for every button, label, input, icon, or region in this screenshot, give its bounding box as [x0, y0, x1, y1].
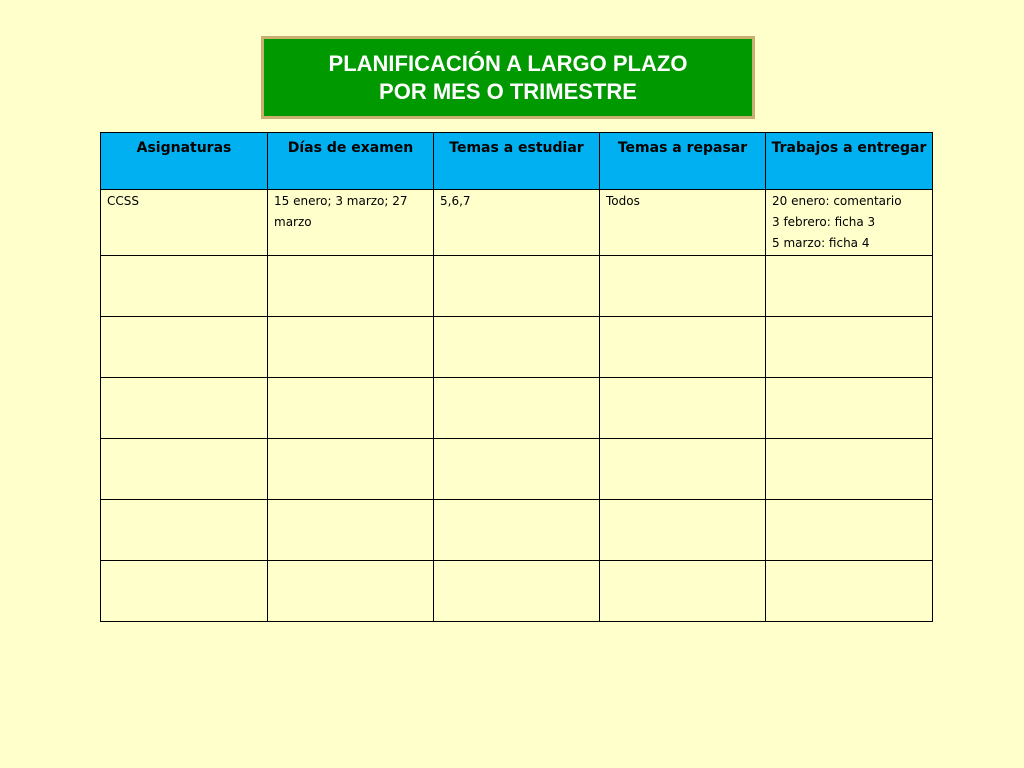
- empty-cell[interactable]: [434, 439, 600, 500]
- title-line-2: POR MES O TRIMESTRE: [379, 78, 637, 104]
- empty-cell[interactable]: [434, 317, 600, 378]
- empty-cell[interactable]: [268, 256, 434, 317]
- header-asignaturas: Asignaturas: [101, 133, 268, 190]
- empty-cell[interactable]: [766, 439, 933, 500]
- empty-cell[interactable]: [600, 378, 766, 439]
- table-row-empty: [101, 500, 933, 561]
- header-dias-examen: Días de examen: [268, 133, 434, 190]
- header-temas-estudiar: Temas a estudiar: [434, 133, 600, 190]
- empty-cell[interactable]: [600, 317, 766, 378]
- empty-cell[interactable]: [101, 378, 268, 439]
- cell-temas-estudiar[interactable]: 5,6,7: [434, 190, 600, 256]
- empty-cell[interactable]: [434, 256, 600, 317]
- empty-cell[interactable]: [101, 500, 268, 561]
- empty-cell[interactable]: [101, 256, 268, 317]
- table-row-empty: [101, 256, 933, 317]
- trabajo-item: 20 enero: comentario: [772, 194, 902, 208]
- empty-cell[interactable]: [600, 439, 766, 500]
- table-row-empty: [101, 378, 933, 439]
- table-row-empty: [101, 317, 933, 378]
- empty-cell[interactable]: [766, 317, 933, 378]
- empty-cell[interactable]: [600, 500, 766, 561]
- empty-cell[interactable]: [434, 500, 600, 561]
- table-row-empty: [101, 439, 933, 500]
- header-temas-repasar: Temas a repasar: [600, 133, 766, 190]
- empty-cell[interactable]: [101, 317, 268, 378]
- table-header-row: [101, 133, 933, 190]
- header-trabajos-entregar: Trabajos a entregar: [766, 133, 933, 190]
- trabajo-item: 3 febrero: ficha 3: [772, 215, 876, 229]
- empty-cell[interactable]: [101, 561, 268, 622]
- empty-cell[interactable]: [766, 378, 933, 439]
- empty-cell[interactable]: [101, 439, 268, 500]
- empty-cell[interactable]: [766, 561, 933, 622]
- title-line-1: PLANIFICACIÓN A LARGO PLAZO: [328, 50, 688, 76]
- table-row: [101, 190, 933, 256]
- empty-cell[interactable]: [268, 561, 434, 622]
- cell-asignatura[interactable]: CCSS: [101, 190, 268, 256]
- empty-cell[interactable]: [600, 561, 766, 622]
- empty-cell[interactable]: [600, 256, 766, 317]
- empty-cell[interactable]: [766, 256, 933, 317]
- planning-table: [100, 132, 933, 622]
- empty-cell[interactable]: [268, 439, 434, 500]
- cell-dias-examen[interactable]: 15 enero; 3 marzo; 27 marzo: [268, 190, 434, 256]
- cell-temas-repasar[interactable]: Todos: [600, 190, 766, 256]
- cell-trabajos[interactable]: [766, 190, 933, 256]
- empty-cell[interactable]: [268, 317, 434, 378]
- empty-cell[interactable]: [766, 500, 933, 561]
- trabajo-item: 5 marzo: ficha 4: [772, 236, 870, 250]
- empty-cell[interactable]: [434, 378, 600, 439]
- empty-cell[interactable]: [434, 561, 600, 622]
- empty-cell[interactable]: [268, 378, 434, 439]
- table-row-empty: [101, 561, 933, 622]
- page-title: [261, 36, 755, 119]
- empty-cell[interactable]: [268, 500, 434, 561]
